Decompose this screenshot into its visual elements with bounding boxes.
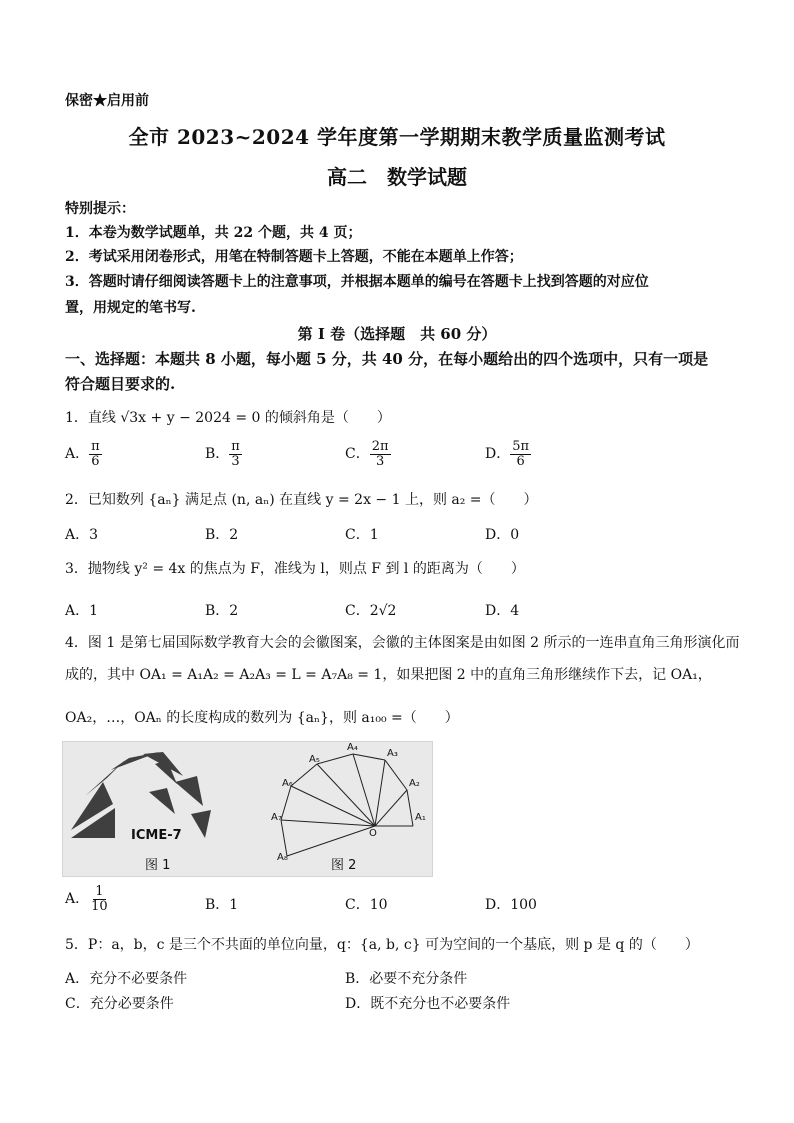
question-4-stem: OA₂，…，OAₙ 的长度构成的数列为 {aₙ}，则 a₁₀₀ =（ ） (65, 710, 459, 726)
notice-item: 2．考试采用闭卷形式，用笔在特制答题卡上答题，不能在本题单上作答； (65, 249, 523, 265)
right-triangle-spiral (281, 754, 413, 856)
q5-option-b: B．必要不充分条件 (345, 971, 468, 987)
figure-2-caption: 图 2 (331, 858, 357, 873)
q4-option-a: A． $\frac{1}{10}$ (65, 884, 108, 914)
q4-option-c: C．10 (345, 897, 388, 913)
question-5-stem: 5．P：a，b，c 是三个不共面的单位向量，q：{a, b, c} 可为空间的一个基底，则 p 是 q 的（ ） (65, 937, 699, 953)
point-label: O (369, 828, 377, 839)
question-2-stem: 2．已知数列 {aₙ} 满足点 (n, aₙ) 在直线 y = 2x − 1 上，则 a₂ =（ ） (65, 492, 538, 508)
exam-title: 全市 2023~2024 学年度第一学期期末教学质量监测考试 (128, 125, 666, 149)
q4-option-b: B．1 (205, 897, 239, 913)
point-label: A₇ (271, 812, 282, 823)
notice-item: 置，用规定的笔书写. (65, 300, 196, 316)
icme-logo (71, 752, 211, 838)
q1-option-a: A． $\frac{\pi}{6}$ (65, 439, 100, 469)
q3-option-a: A．1 (65, 603, 99, 619)
point-label: A₆ (282, 778, 293, 789)
q2-option-c: C．1 (345, 527, 379, 543)
point-label: A₂ (409, 778, 420, 789)
section-instructions: 符合题目要求的. (65, 375, 176, 393)
question-1-stem: 1．直线 √3x + y − 2024 = 0 的倾斜角是（ ） (65, 410, 391, 426)
q2-option-d: D．0 (485, 527, 520, 543)
point-label: A₃ (387, 748, 398, 759)
part-heading: 第 I 卷（选择题 共 60 分） (297, 325, 497, 343)
q5-option-c: C．充分必要条件 (65, 996, 174, 1012)
notice-item: 1．本卷为数学试题单，共 22 个题，共 4 页； (65, 225, 362, 241)
figure-1-caption: 图 1 (145, 858, 171, 873)
question-3-stem: 3．抛物线 y² = 4x 的焦点为 F，准线为 l，则点 F 到 l 的距离为（ ） (65, 561, 525, 577)
q5-option-d: D．既不充分也不必要条件 (345, 996, 511, 1012)
secrecy-label: 保密★启用前 (65, 93, 149, 109)
section-instructions: 一、选择题：本题共 8 小题，每小题 5 分，共 40 分，在每小题给出的四个选项中，只有一项是 (65, 350, 709, 368)
q1-option-d: D． $\frac{5\pi}{6}$ (485, 439, 530, 469)
logo-text: ICME-7 (131, 828, 182, 843)
q2-option-b: B．2 (205, 527, 239, 543)
q2-option-a: A．3 (65, 527, 99, 543)
q1-option-b: B． $\frac{\pi}{3}$ (205, 439, 240, 469)
q3-option-c: C．2√2 (345, 603, 397, 619)
point-label: A₈ (277, 852, 288, 863)
q4-option-d: D．100 (485, 897, 537, 913)
notice-heading: 特别提示： (65, 201, 135, 217)
q5-option-a: A．充分不必要条件 (65, 971, 188, 987)
point-label: A₅ (309, 754, 320, 765)
notice-item: 3．答题时请仔细阅读答题卡上的注意事项，并根据本题单的编号在答题卡上找到答题的对应位 (65, 274, 649, 290)
question-4-stem: 4．图 1 是第七届国际数学教育大会的会徽图案，会徽的主体图案是由如图 2 所示的一连串直角三角形演化而 (65, 635, 740, 651)
icme-figure (62, 741, 433, 877)
q3-option-b: B．2 (205, 603, 239, 619)
figure-graphics (63, 742, 432, 876)
question-4-stem: 成的，其中 OA₁ = A₁A₂ = A₂A₃ = L = A₇A₈ = 1，如果把图 2 中的直角三角形继续作下去，记 OA₁， (65, 667, 712, 683)
point-label: A₁ (415, 812, 426, 823)
q1-option-c: C． $\frac{2\pi}{3}$ (345, 439, 389, 469)
q3-option-d: D．4 (485, 603, 520, 619)
point-label: A₄ (347, 742, 358, 753)
exam-subtitle: 高二 数学试题 (327, 165, 467, 189)
